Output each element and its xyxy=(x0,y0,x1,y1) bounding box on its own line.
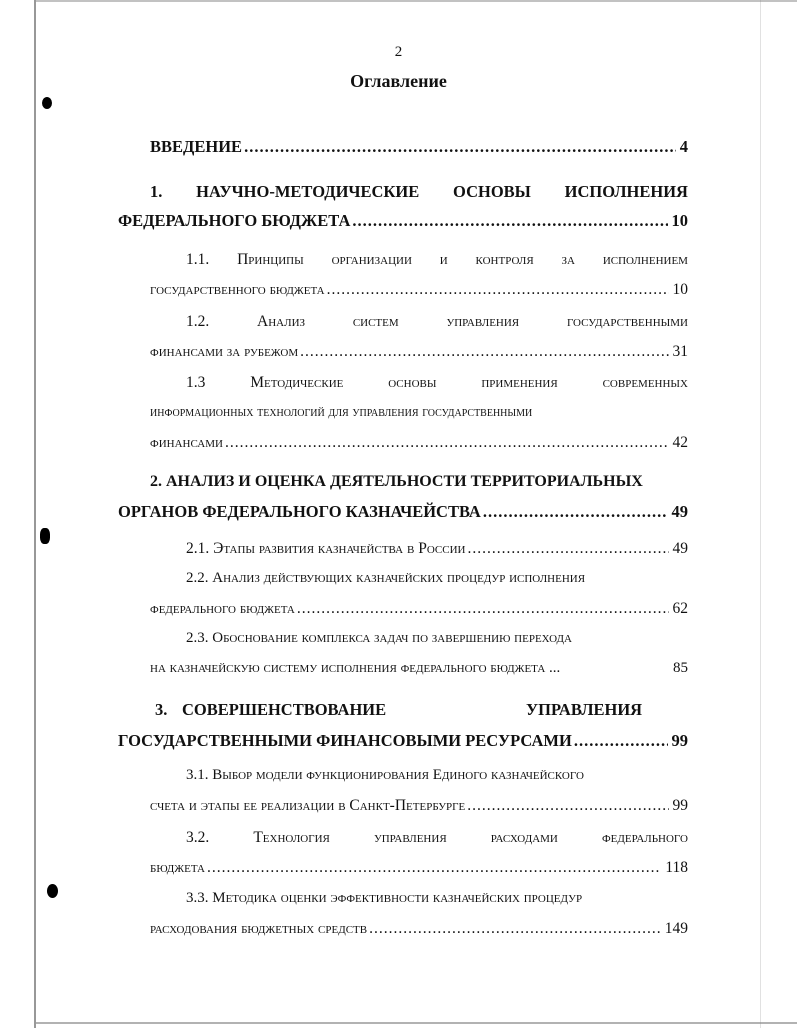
toc-chapter-3-heading[interactable] xyxy=(150,700,688,722)
leader-dots xyxy=(297,600,669,618)
toc-entry-title: 3.1. Выбор модели функционирования Единого казначейского xyxy=(186,767,584,783)
toc-entry-title: федерального бюджета xyxy=(150,600,295,617)
toc-section-2-1[interactable] xyxy=(186,540,688,558)
toc-section-1-3[interactable] xyxy=(186,374,688,392)
toc-chapter-1-line2[interactable] xyxy=(118,211,688,231)
heading-word: современных xyxy=(602,374,688,391)
heading-word: федерального xyxy=(601,829,688,846)
leader-dots xyxy=(327,281,669,299)
heading-word: основы xyxy=(388,374,437,391)
toc-entry-title: 2.1. Этапы развития казначейства в России xyxy=(186,540,466,557)
toc-section-1-2-line2[interactable] xyxy=(150,343,688,361)
heading-word: контроля xyxy=(475,251,534,268)
toc-section-3-2-line2[interactable] xyxy=(150,859,688,877)
toc-page-number: 99 xyxy=(672,797,688,814)
toc-chapter-1-heading[interactable] xyxy=(150,182,688,202)
binding-hole-mark xyxy=(47,884,58,898)
heading-word: организации xyxy=(331,251,412,268)
heading-word: исполнением xyxy=(602,251,688,268)
toc-page-number: 4 xyxy=(679,137,688,156)
toc-entry-title: ВВЕДЕНИЕ xyxy=(150,137,243,156)
toc-section-1-2[interactable] xyxy=(186,313,688,331)
toc-section-2-3[interactable] xyxy=(186,630,688,647)
toc-entry-title: 2. АНАЛИЗ И ОЦЕНКА ДЕЯТЕЛЬНОСТИ ТЕРРИТОРИАЛЬНЫХ xyxy=(150,473,643,490)
toc-section-2-2[interactable] xyxy=(186,570,688,587)
toc-page-number: 49 xyxy=(672,540,688,557)
heading-word: управления xyxy=(446,313,520,330)
leader-dots xyxy=(300,343,668,361)
toc-page-number: 31 xyxy=(672,343,688,360)
leader-dots xyxy=(467,797,668,815)
heading-word: государственными xyxy=(566,313,688,330)
leader-dots xyxy=(207,859,661,877)
toc-section-1-1-line2[interactable] xyxy=(150,281,688,299)
heading-word: и xyxy=(439,251,448,268)
toc-section-1-3-line3[interactable] xyxy=(150,434,688,452)
section-number: 3.2. xyxy=(186,829,210,846)
section-number: 1.3 xyxy=(186,374,206,391)
toc-entry-title: финансами за рубежом xyxy=(150,343,299,360)
scan-edge-left xyxy=(34,0,36,1028)
heading-word: Анализ xyxy=(257,313,306,330)
toc-page-number: 85 xyxy=(673,660,688,676)
toc-entry-title: 2.3. Обоснование комплекса задач по завершению перехода xyxy=(186,630,572,646)
toc-entry-intro[interactable] xyxy=(150,137,688,157)
toc-entry-title: государственного бюджета xyxy=(150,281,325,298)
heading-word: Методические xyxy=(250,374,344,391)
leader-dots xyxy=(369,920,661,938)
toc-section-1-1[interactable] xyxy=(186,251,688,269)
toc-chapter-2-heading[interactable] xyxy=(150,473,688,491)
section-number: 1.2. xyxy=(186,313,210,330)
toc-page-number: 118 xyxy=(665,859,688,876)
heading-word: систем xyxy=(352,313,399,330)
scan-edge-top xyxy=(36,0,797,2)
toc-page-number: 62 xyxy=(672,600,688,617)
toc-page-number: 10 xyxy=(671,211,688,230)
toc-section-3-2[interactable] xyxy=(186,829,688,847)
toc-entry-title: 3.3. Методика оценки эффективности казначейских процедур xyxy=(186,890,583,906)
heading-word: расходами xyxy=(490,829,558,846)
toc-page-number: 149 xyxy=(664,920,688,937)
page-title: Оглавление xyxy=(350,71,447,91)
chapter-number: 3. xyxy=(155,700,168,719)
binding-hole-mark xyxy=(40,528,50,544)
section-number: 1.1. xyxy=(186,251,210,268)
leader-dots xyxy=(574,731,668,751)
heading-word: Принципы xyxy=(237,251,304,268)
toc-entry-title: бюджета xyxy=(150,859,205,876)
heading-word: ИСПОЛНЕНИЯ xyxy=(564,182,688,201)
toc-entry-title: счета и этапы ее реализации в Санкт-Петербурге xyxy=(150,797,466,814)
toc-entry-title: ФЕДЕРАЛЬНОГО БЮДЖЕТА xyxy=(118,211,351,230)
toc-chapter-3-line2[interactable] xyxy=(118,731,688,751)
toc-section-1-3-line2[interactable] xyxy=(150,404,688,421)
toc-page-number: 49 xyxy=(671,502,688,521)
heading-word: НАУЧНО-МЕТОДИЧЕСКИЕ xyxy=(196,182,420,201)
toc-section-3-1-line2[interactable] xyxy=(150,797,688,815)
leader-dots xyxy=(467,540,668,558)
toc-section-2-3-line2[interactable] xyxy=(150,660,688,677)
toc-entry-title: финансами xyxy=(150,434,223,451)
toc-section-3-1[interactable] xyxy=(186,767,688,784)
toc-section-3-3-line2[interactable] xyxy=(150,920,688,938)
leader-dots xyxy=(225,434,669,452)
toc-chapter-2-line2[interactable] xyxy=(118,502,688,522)
leader-dots xyxy=(483,502,668,522)
scan-edge-right xyxy=(760,0,761,1028)
heading-word: ОСНОВЫ xyxy=(453,182,531,201)
heading-word: управления xyxy=(373,829,447,846)
toc-page-number: 42 xyxy=(672,434,688,451)
scan-edge-bottom xyxy=(36,1022,797,1024)
toc-entry-title: ОРГАНОВ ФЕДЕРАЛЬНОГО КАЗНАЧЕЙСТВА xyxy=(118,502,481,521)
heading-word: СОВЕРШЕНСТВОВАНИЕ xyxy=(182,700,387,719)
heading-word: за xyxy=(561,251,575,268)
leader-dots xyxy=(352,211,667,231)
toc-entry-title: 2.2. Анализ действующих казначейских процедур исполнения xyxy=(186,570,586,586)
toc-entry-title: на казначейскую систему исполнения федерального бюджета ... xyxy=(150,660,561,676)
page-number: 2 xyxy=(394,44,403,60)
chapter-number: 1. xyxy=(150,182,163,201)
binding-hole-mark xyxy=(42,97,52,109)
toc-entry-title: ГОСУДАРСТВЕННЫМИ ФИНАНСОВЫМИ РЕСУРСАМИ xyxy=(118,731,572,750)
heading-word: УПРАВЛЕНИЯ xyxy=(526,700,643,719)
heading-word: применения xyxy=(481,374,558,391)
toc-entry-title: расходования бюджетных средств xyxy=(150,920,368,937)
toc-page-number: 10 xyxy=(672,281,688,298)
toc-entry-title: информационных технологий для управления государственными xyxy=(150,404,533,420)
toc-section-3-3[interactable] xyxy=(186,890,688,907)
toc-section-2-2-line2[interactable] xyxy=(150,600,688,618)
heading-word: Технология xyxy=(253,829,330,846)
toc-page-number: 99 xyxy=(671,731,688,750)
leader-dots xyxy=(244,137,676,157)
